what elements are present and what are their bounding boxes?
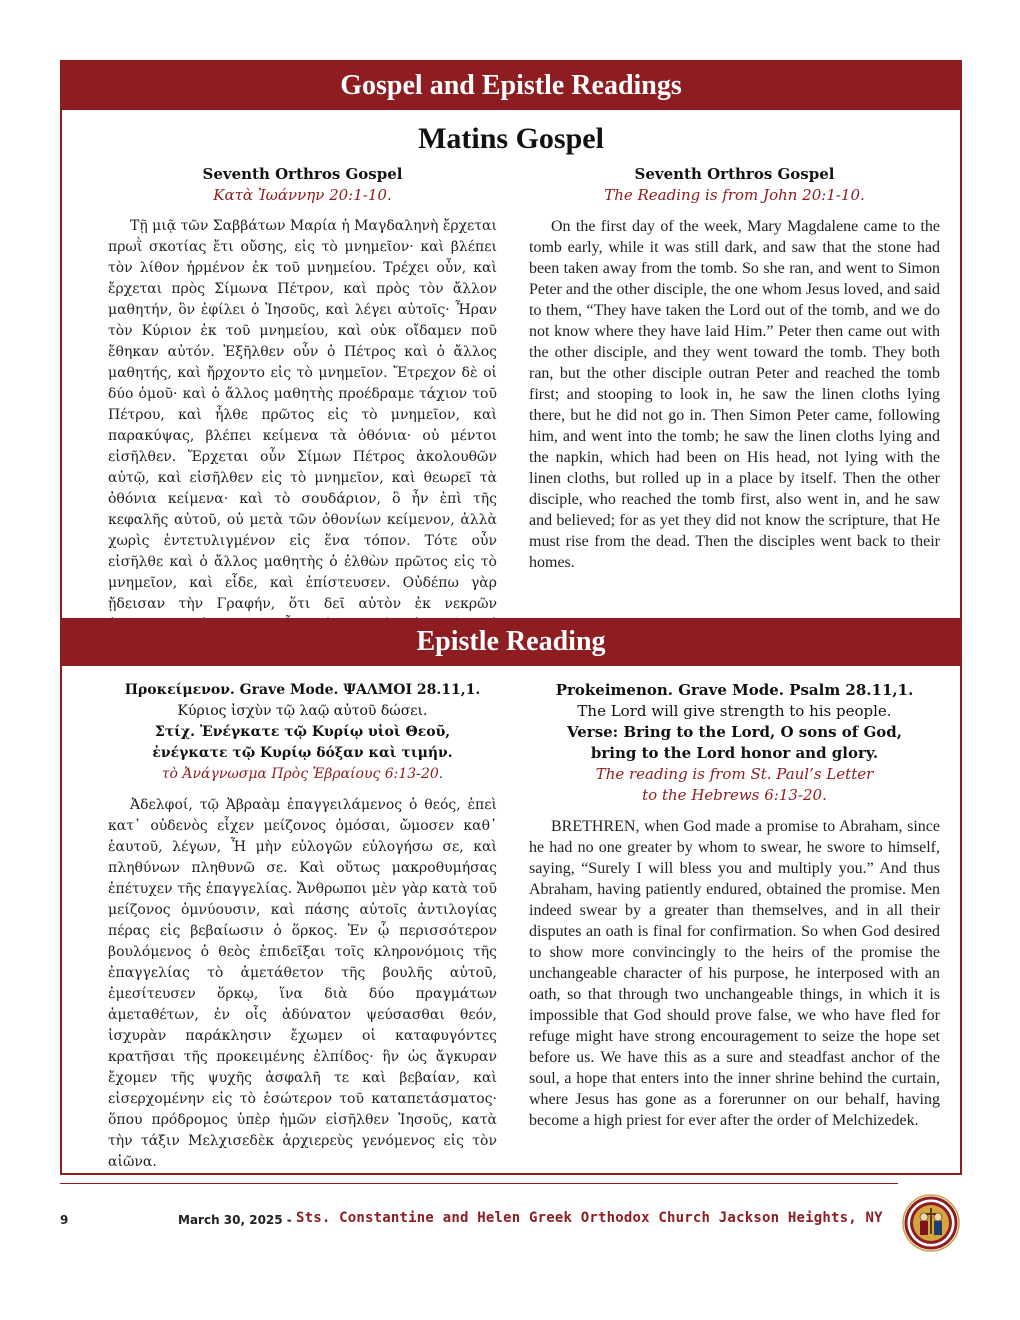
epistle-greek-prokeimenon: Προκείμενον. Grave Mode. ΨΑΛΜΟΙ 28.11,1. — [124, 682, 481, 698]
gospel-english-title: Seventh Orthros Gospel — [634, 165, 835, 183]
epistle-english-verse: The Lord will give strength to his people. — [577, 702, 892, 720]
gospel-greek-column — [62, 164, 511, 657]
church-seal-icon — [902, 1194, 960, 1252]
footer-divider — [60, 1183, 898, 1184]
matins-gospel-title: Matins Gospel — [418, 122, 604, 155]
epistle-greek-text: Ἀδελφοί, τῷ Ἀβραὰμ ἐπαγγειλάμενος ὁ θεός, ἐπεὶ κατ᾽ οὐδενὸς εἶχεν μείζονος ὀμόσαι, ὤμοσεν καθ᾽ ἑαυτοῦ, λέγων, Ἦ μὴν εὐλογῶν εὐλογήσω σε, καὶ πληθύνων πληθυνῶ σε. Καὶ οὕτως μακροθυμήσας ἐπέτυχεν τῆς ἐπαγγελίας. Ἄνθρωποι μὲν γὰρ κατὰ τοῦ μείζονος ὀμνύουσιν, καὶ πάσης αὐτοῖς ἀντιλογίας πέρας εἰς βεβαίωσιν ὁ ὅρκος. Ἐν ᾧ περισσότερον βουλόμενος ὁ θεὸς ἐπιδεῖξαι τοῖς κληρονόμοις τῆς ἐπαγγελίας τὸ ἀμετάθετον τῆς βουλῆς αὐτοῦ, ἐμεσίτευσεν ὅρκῳ, ἵνα διὰ δύο πραγμάτων ἀμεταθέτων, ἐν οἷς ἀδύνατον ψεύσασθαι θεόν, ἰσχυρὰν παράκλησιν ἔχωμεν οἱ καταφυγόντες κρατῆσαι τῆς προκειμένης ἐλπίδος· ἣν ὡς ἄγκυραν ἔχομεν τῆς ψυχῆς ἀσφαλῆ τε καὶ βεβαίαν, καὶ εἰσερχομένην εἰς τὸ ἐσώτερον τοῦ καταπετάσματος· ὅπου πρόδρομος ὑπὲρ ἡμῶν εἰσῆλθεν Ἰησοῦς, κατὰ τὴν τάξιν Μελχισεδὲκ ἀρχιερεὺς γενόμενος εἰς τὸν αἰῶνα. — [108, 797, 497, 1170]
epistle-english-stich-2: bring to the Lord honor and glory. — [590, 744, 879, 762]
epistle-english-text: BRETHREN, when God made a promise to Abraham, since he had no one greater by whom to swear, he swore to himself, saying, “Surely I will bless you and multiply you.” And thus Abraham, having patiently endured, obtained the promise. Men indeed swear by a greater than themselves, and in all their disputes an oath is final for confirmation. So when God desired to show more convincingly to the heirs of the promise the unchangeable character of his purpose, he interposed with an oath, so that through two unchangeable things, in which it is impossible that God should prove false, we who have fled for refuge might have strong encouragement to seize the hope set before us. We have this as a sure and steadfast anchor of the soul, a hope that enters into the inner shrine behind the curtain, where Jesus has gone as a forerunner on our behalf, having become a high priest for ever after the order of Melchizedek. — [529, 818, 940, 1129]
gospel-section — [60, 60, 962, 622]
epistle-greek-heading — [108, 680, 497, 785]
gospel-banner: Gospel and Epistle Readings — [62, 62, 960, 110]
epistle-greek-stich-1: Στίχ. Ἐνέγκατε τῷ Κυρίῳ υἱοὶ Θεοῦ, — [154, 724, 451, 740]
page-number: 9 — [60, 1213, 69, 1227]
bulletin-date: March 30, 2025 - — [178, 1213, 292, 1227]
epistle-columns — [62, 680, 960, 1173]
epistle-english-reference-1: The reading is from St. Paul’s Letter — [595, 765, 874, 783]
church-name: Sts. Constantine and Helen Greek Orthodox Church Jackson Heights, NY — [296, 1210, 883, 1226]
gospel-english-text: On the first day of the week, Mary Magdalene came to the tomb early, while it was still dark, and saw that the stone had been taken away from the tomb. So she ran, and went to Simon Peter and the other disciple, the one whom Jesus loved, and said to them, “They have taken the Lord out of the tomb, and we do not know where they have laid Him.” Peter then came out with the other disciple, and they went toward the tomb. They both ran, but the other disciple outran Peter and reached the tomb first; and stooping to look in, he saw the linen cloths lying there, but he did not go in. Then Simon Peter came, following him, and went into the tomb; he saw the linen cloths lying and the napkin, which had been on His head, not lying with the linen cloths, but rolled up in a place by itself. Then the other disciple, who reached the tomb first, also went in, and he saw and believed; for as yet they did not know the scripture, that He must rise from the dead. Then the disciples went back to their homes. — [529, 218, 941, 571]
gospel-greek-title: Seventh Orthros Gospel — [202, 165, 403, 183]
epistle-section — [60, 618, 962, 1175]
epistle-english-stich-1: Verse: Bring to the Lord, O sons of God, — [566, 723, 902, 741]
epistle-greek-verse: Κύριος ἰσχὺν τῷ λαῷ αὐτοῦ δώσει. — [177, 703, 428, 719]
epistle-greek-stich-2: ἐνέγκατε τῷ Κυρίῳ δόξαν καὶ τιμήν. — [152, 745, 453, 761]
gospel-greek-reference: Κατὰ Ἰωάννην 20:1-10. — [213, 186, 392, 204]
epistle-english-prokeimenon: Prokeimenon. Grave Mode. Psalm 28.11,1. — [555, 681, 914, 699]
gospel-greek-heading — [108, 164, 497, 206]
epistle-english-heading — [529, 680, 940, 806]
gospel-greek-text: Τῇ μιᾷ τῶν Σαββάτων Μαρία ἡ Μαγδαληνὴ ἔρχεται πρωῒ σκοτίας ἔτι οὔσης, εἰς τὸ μνημεῖον· καὶ βλέπει τὸν λίθον ἠρμένον ἐκ τοῦ μνημείου. Τρέχει οὖν, καὶ ἔρχεται πρὸς Σίμωνα Πέτρον, καὶ πρὸς τὸν ἄλλον μαθητήν, ὃν ἐφίλει ὁ Ἰησοῦς, καὶ λέγει αὐτοῖς· Ἦραν τὸν Κύριον ἐκ τοῦ μνημείου, καὶ οὐκ οἴδαμεν ποῦ ἔθηκαν αὐτόν. Ἐξῆλθεν οὖν ὁ Πέτρος καὶ ὁ ἄλλος μαθητής, καὶ ἤρχοντο εἰς τὸ μνημεῖον. Ἔτρεχον δὲ οἱ δύο ὁμοῦ· καὶ ὁ ἄλλος μαθητὴς προέδραμε τάχιον τοῦ Πέτρου, καὶ ἦλθε πρῶτος εἰς τὸ μνημεῖον, καὶ παρακύψας, βλέπει κείμενα τὰ ὀθόνια· οὐ μέντοι εἰσῆλθεν. Ἔρχεται οὖν Σίμων Πέτρος ἀκολουθῶν αὐτῷ, καὶ εἰσῆλθεν εἰς τὸ μνημεῖον, καὶ θεωρεῖ τὰ ὀθόνια κείμενα· καὶ τὸ σουδάριον, ὃ ἦν ἐπὶ τῆς κεφαλῆς αὐτοῦ, οὐ μετὰ τῶν ὀθονίων κείμενον, ἀλλὰ χωρὶς ἐντετυλιγμένον εἰς ἕνα τόπον. Τότε οὖν εἰσῆλθε καὶ ὁ ἄλλος μαθητὴς ὁ ἐλθὼν πρῶτος εἰς τὸ μνημεῖον, καὶ εἶδε, καὶ ἐπίστευσεν. Οὐδέπω γὰρ ᾔδεισαν τὴν Γραφήν, ὅτι δεῖ αὐτὸν ἐκ νεκρῶν — [108, 218, 497, 612]
epistle-greek-reference: τὸ Ἀνάγνωσμα Πρὸς Ἑβραίους 6:13-20. — [161, 766, 444, 782]
page-footer — [0, 1210, 1020, 1237]
gospel-english-heading — [529, 164, 940, 206]
gospel-english-column — [511, 164, 960, 657]
gospel-english-reference: The Reading is from John 20:1-10. — [604, 186, 865, 204]
epistle-banner: Epistle Reading — [62, 618, 960, 666]
epistle-english-reference-2: to the Hebrews 6:13-20. — [642, 786, 827, 804]
gospel-columns — [62, 164, 960, 657]
epistle-english-column — [511, 680, 960, 1173]
epistle-greek-column — [62, 680, 511, 1173]
